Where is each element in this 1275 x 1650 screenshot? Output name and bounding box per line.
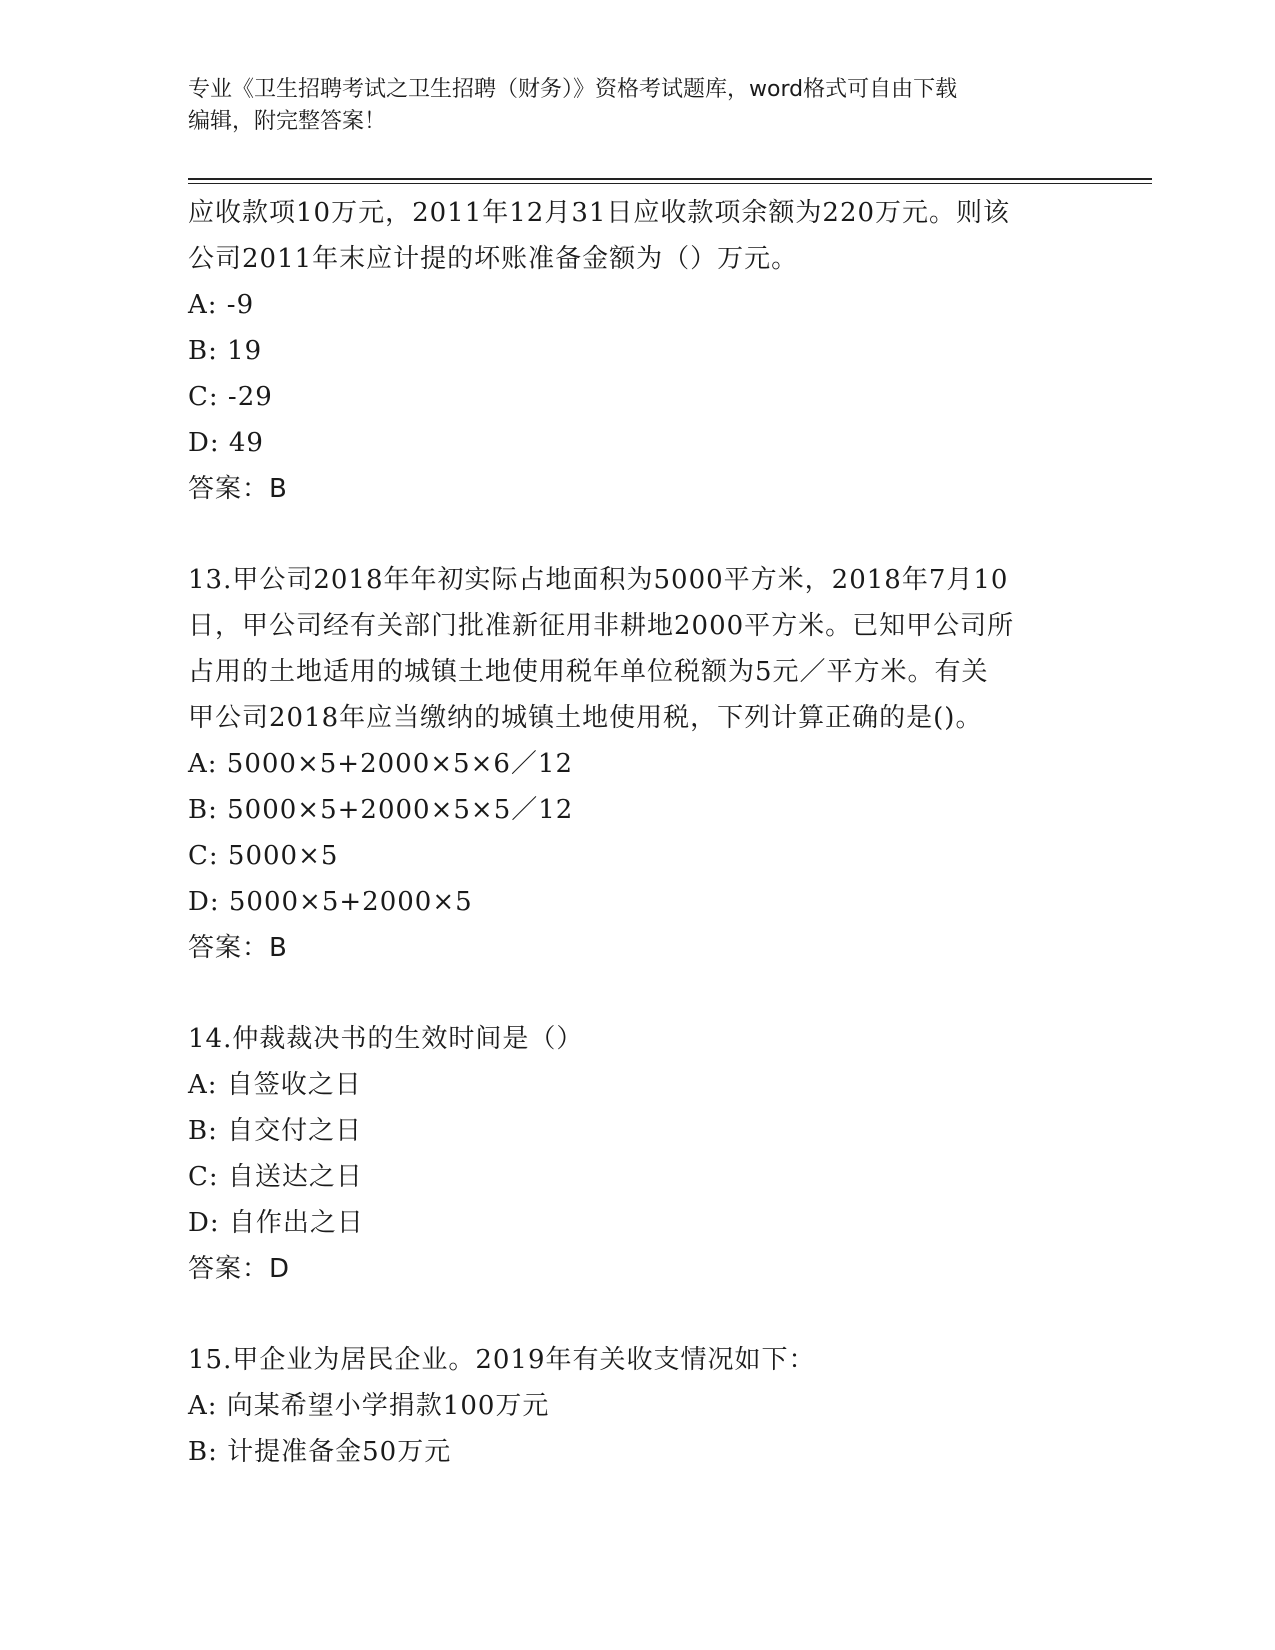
question-stem-line: 15.甲企业为居民企业。2019年有关收支情况如下： bbox=[188, 1345, 816, 1375]
option-a: A: 向某希望小学捐款100万元 bbox=[188, 1391, 550, 1421]
option-a: A: -9 bbox=[188, 290, 255, 320]
question-stem-line: 公司2011年末应计提的坏账准备金额为（）万元。 bbox=[188, 244, 799, 274]
question-stem-line: 甲公司2018年应当缴纳的城镇土地使用税，下列计算正确的是()。 bbox=[188, 703, 983, 733]
option-b: B: 计提准备金50万元 bbox=[188, 1437, 452, 1467]
question-13 bbox=[188, 557, 1088, 971]
answer-line: 答案：D bbox=[188, 1254, 291, 1284]
question-14 bbox=[188, 1016, 1088, 1292]
question-stem-line: 日，甲公司经有关部门批准新征用非耕地2000平方米。已知甲公司所 bbox=[188, 611, 1015, 641]
option-b: B: 自交付之日 bbox=[188, 1116, 363, 1146]
header-line-2: 编辑，附完整答案！ bbox=[188, 109, 387, 134]
option-c: C: 5000×5 bbox=[188, 841, 339, 871]
question-stem-line: 14.仲裁裁决书的生效时间是（） bbox=[188, 1024, 584, 1054]
option-b: B: 19 bbox=[188, 336, 263, 366]
option-d: D: 49 bbox=[188, 428, 264, 458]
option-b: B: 5000×5+2000×5×5／12 bbox=[188, 795, 574, 825]
question-stem-line: 13.甲公司2018年年初实际占地面积为5000平方米，2018年7月10 bbox=[188, 565, 1009, 595]
question-stem-line: 占用的土地适用的城镇土地使用税年单位税额为5元／平方米。有关 bbox=[188, 657, 989, 687]
question-list bbox=[188, 190, 1088, 1475]
option-c: C: 自送达之日 bbox=[188, 1162, 363, 1192]
option-a: A: 自签收之日 bbox=[188, 1070, 362, 1100]
question-12 bbox=[188, 190, 1088, 512]
option-c: C: -29 bbox=[188, 382, 273, 412]
answer-line: 答案：B bbox=[188, 933, 288, 963]
question-stem-line: 应收款项10万元，2011年12月31日应收款项余额为220万元。则该 bbox=[188, 198, 1011, 228]
option-d: D: 自作出之日 bbox=[188, 1208, 364, 1238]
header-divider bbox=[188, 178, 1152, 184]
document-header bbox=[188, 74, 1088, 138]
option-d: D: 5000×5+2000×5 bbox=[188, 887, 473, 917]
answer-line: 答案：B bbox=[188, 474, 288, 504]
option-a: A: 5000×5+2000×5×6／12 bbox=[188, 749, 573, 779]
header-line-1: 专业《卫生招聘考试之卫生招聘（财务）》资格考试题库，word格式可自由下载 bbox=[188, 77, 958, 102]
question-15 bbox=[188, 1337, 1088, 1475]
